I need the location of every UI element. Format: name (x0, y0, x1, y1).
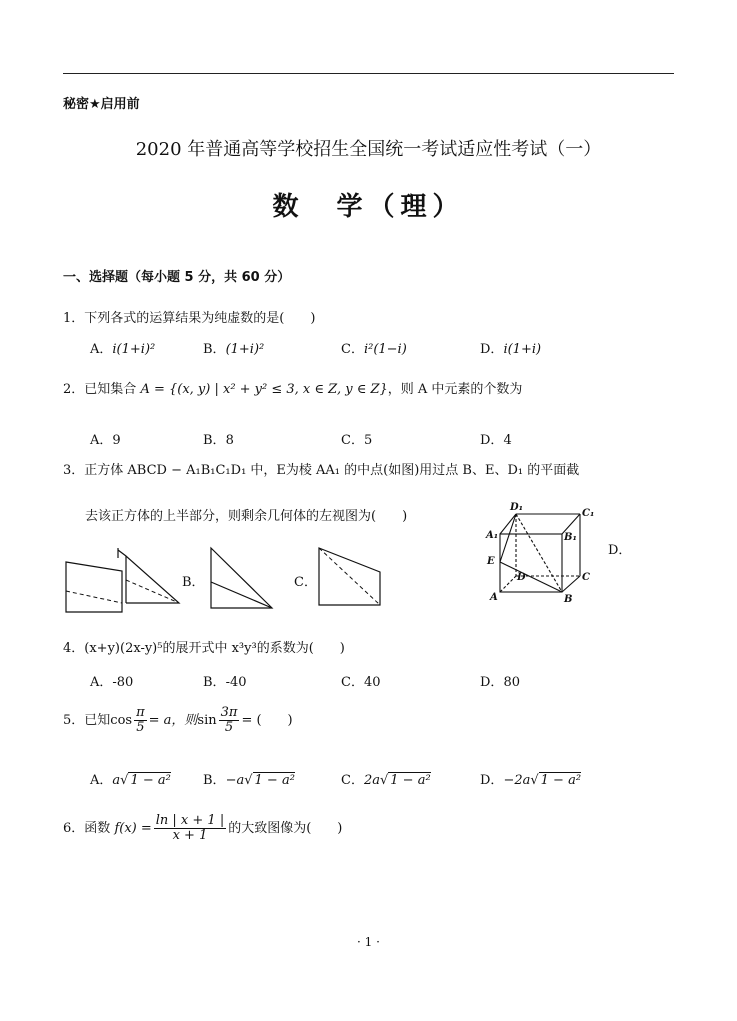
cos-fraction: $\frac{\pi}{5}$ (136, 705, 145, 735)
question-4: 4．(x+y)(2x-y)⁵的展开式中 x³y³的系数为( ) (63, 641, 345, 656)
option-c-figure (211, 548, 272, 608)
label-e: E (487, 556, 495, 567)
option-b-figure (118, 548, 179, 603)
option-a: A．i(1+i)² (90, 342, 156, 357)
set-expression: A = {(x, y) | x² + y² ≤ 3, x ∈ Z, y ∈ Z} (140, 382, 388, 397)
subject-title: 数 学（理） (272, 192, 465, 222)
label-a: A (490, 592, 498, 603)
option-b: B．-40 (203, 675, 247, 690)
function-fraction: $\frac{\ln | x + 1 |}{x + 1}$ (155, 813, 225, 843)
question-3-line2: 去该正方体的上半部分，则剩余几何体的左视图为( ) (85, 509, 408, 524)
exam-title: 2020 年普通高等学校招生全国统一考试适应性考试（一） (135, 139, 602, 160)
option-c: C．40 (341, 675, 381, 690)
label-b: B (564, 594, 573, 605)
option-b: B．8 (203, 433, 234, 448)
option-d-label: D． (608, 543, 632, 558)
question-2: 2．已知集合 A = {(x, y) | x² + y² ≤ 3, x ∈ Z, y ∈ Z}，则 A 中元素的个数为 (63, 382, 523, 397)
sin-fraction: $\frac{3\pi}{5}$ (220, 705, 238, 735)
option-d: D．4 (480, 433, 512, 448)
header-rule (63, 73, 674, 74)
question-6: 6．函数 f(x) = $\frac{\ln | x + 1 |}{x + 1}$ 的大致图像为( ) (63, 813, 343, 843)
question-stem: 下列各式的运算结果为纯虚数的是( ) (84, 311, 316, 326)
cube-figure (484, 498, 600, 608)
label-c: C (582, 572, 590, 583)
option-d-figure (319, 548, 380, 605)
option-c: C．2a√ 1 − a² (341, 773, 431, 788)
option-a: A．a√ 1 − a² (90, 773, 171, 788)
option-c: C．5 (341, 433, 373, 448)
option-a-figure (66, 562, 122, 612)
question-stem: 正方体 ABCD − A₁B₁C₁D₁ 中，E为棱 AA₁ 的中点(如图)用过点 B、E、D₁ 的平面截 (84, 463, 580, 478)
label-d: D (517, 572, 526, 583)
view-options-figure (60, 540, 390, 616)
option-d: D．80 (480, 675, 520, 690)
label-c1: C₁ (582, 508, 595, 519)
question-stem: (x+y)(2x-y)⁵的展开式中 x³y³的系数为( ) (84, 641, 345, 656)
function-name: f(x) = (114, 821, 152, 836)
option-d: D．−2a√ 1 − a² (480, 773, 582, 788)
question-1: 1．下列各式的运算结果为纯虚数的是( ) (63, 311, 316, 326)
question-5: 5．已知cos $\frac{\pi}{5}$ = a，则sin $\frac{3\pi}{5}$ = ( ) (63, 705, 293, 735)
label-b1: B₁ (564, 532, 577, 543)
option-c: C．i²(1−i) (341, 342, 407, 357)
secret-label: 秘密★启用前 (63, 97, 140, 112)
page-number: · 1 · (357, 935, 380, 949)
section-title: 一、选择题（每小题 5 分，共 60 分） (63, 270, 291, 285)
question-3: 3．正方体 ABCD − A₁B₁C₁D₁ 中，E为棱 AA₁ 的中点(如图)用过点 B、E、D₁ 的平面截 (63, 463, 580, 478)
option-a: A．9 (90, 433, 121, 448)
label-a1: A₁ (486, 530, 499, 541)
option-b: B．(1+i)² (203, 342, 265, 357)
option-b: B．−a√ 1 − a² (203, 773, 295, 788)
option-c-label: C． (294, 575, 317, 590)
option-a: A．-80 (90, 675, 134, 690)
label-d1: D₁ (510, 502, 524, 513)
option-b-label: B． (182, 575, 205, 590)
option-d: D．i(1+i) (480, 342, 542, 357)
